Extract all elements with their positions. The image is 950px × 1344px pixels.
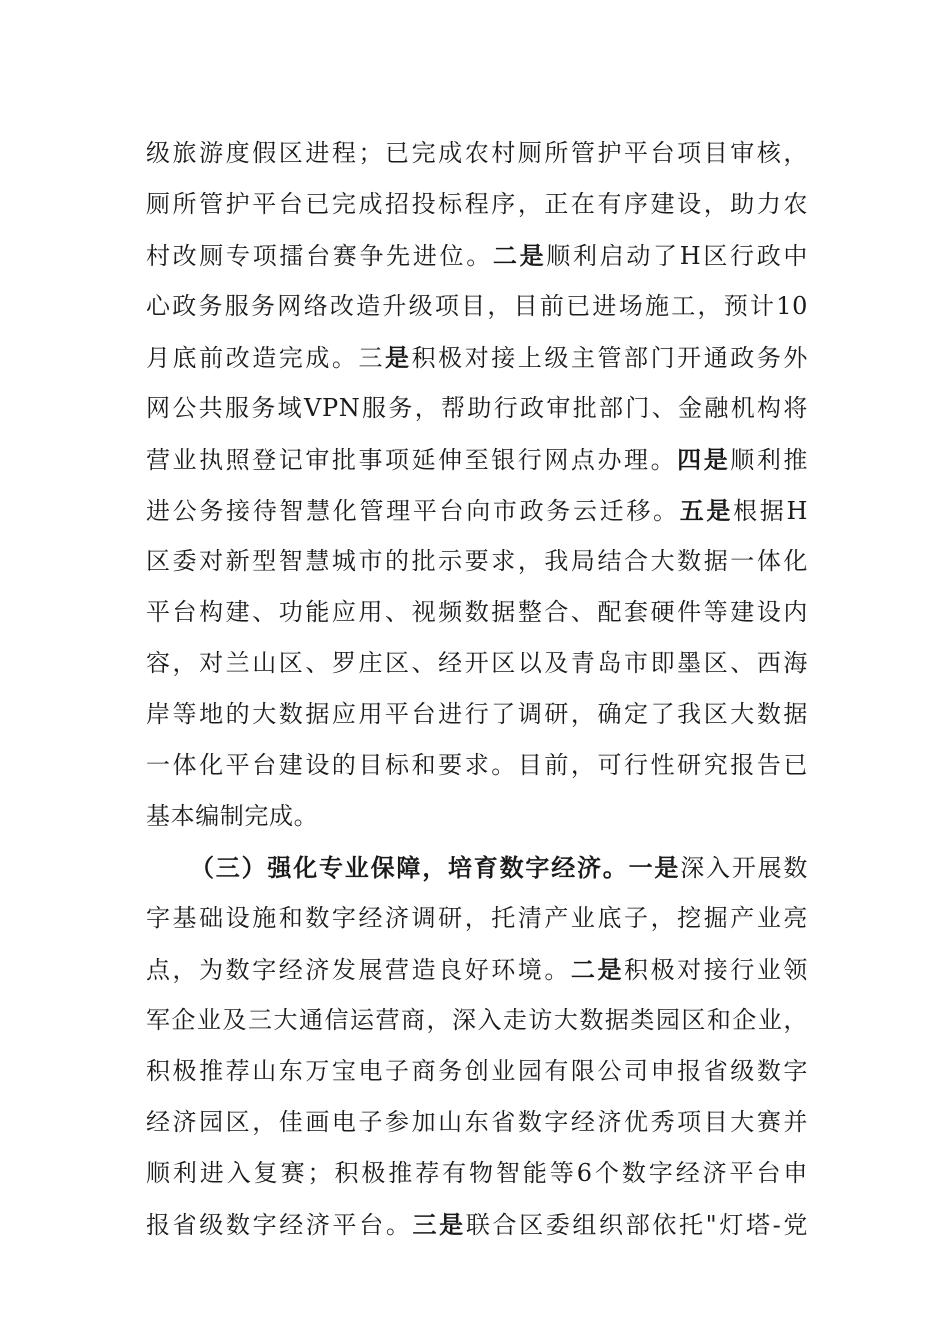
text-line xyxy=(146,1097,808,1148)
text-segment: 岸等地的大数据应用平台进行了调研，确定了我区大数据 xyxy=(146,700,808,728)
text-line xyxy=(146,893,808,944)
document-page xyxy=(146,128,808,1250)
text-segment: 积极对接行业领 xyxy=(624,956,808,984)
text-line xyxy=(146,383,808,434)
text-segment: 字基础设施和数字经济调研，托清产业底子，挖掘产业亮 xyxy=(146,904,808,932)
bold-text-segment: 二是 xyxy=(570,955,625,984)
text-line xyxy=(146,128,808,179)
text-segment: 村改厕专项擂台赛争先进位。 xyxy=(146,242,493,270)
text-line xyxy=(146,791,808,842)
text-line xyxy=(146,944,808,995)
text-line xyxy=(146,587,808,638)
text-line xyxy=(146,1148,808,1199)
text-line xyxy=(146,842,808,893)
bold-text-segment: 是 xyxy=(385,343,412,372)
text-segment: 经济园区，佳画电子参加山东省数字经济优秀项目大赛并 xyxy=(146,1108,808,1136)
text-segment: 平台构建、功能应用、视频数据整合、配套硬件等建设内 xyxy=(146,598,808,626)
bold-text-segment: 三是 xyxy=(412,1210,466,1239)
text-segment: 月底前改造完成。三 xyxy=(146,344,386,372)
text-line xyxy=(146,536,808,587)
text-line xyxy=(146,281,808,332)
bold-text-segment: 二是 xyxy=(492,241,547,270)
text-segment: 顺利启动了H区行政中 xyxy=(546,242,808,270)
text-segment: 一体化平台建设的目标和要求。目前，可行性研究报告已 xyxy=(146,751,808,779)
text-segment: 深入开展数 xyxy=(680,854,809,882)
text-line xyxy=(146,485,808,536)
text-line xyxy=(146,638,808,689)
text-line xyxy=(146,332,808,383)
text-segment: 基本编制完成。 xyxy=(146,802,319,830)
text-line xyxy=(146,995,808,1046)
text-segment: 级旅游度假区进程；已完成农村厕所管护平台项目审核， xyxy=(146,139,808,167)
text-line xyxy=(146,1046,808,1097)
text-segment: 区委对新型智慧城市的批示要求，我局结合大数据一体化 xyxy=(146,547,808,575)
text-segment: 顺利推 xyxy=(730,446,808,474)
text-segment: 联合区委组织部依托"灯塔-党 xyxy=(465,1211,809,1239)
text-line xyxy=(146,689,808,740)
text-segment: 网公共服务域VPN服务，帮助行政审批部门、金融机构将 xyxy=(146,394,808,422)
text-segment: 厕所管护平台已完成招投标程序，正在有序建设，助力农 xyxy=(146,190,808,218)
text-segment: 积极推荐山东万宝电子商务创业园有限公司申报省级数字 xyxy=(146,1057,808,1085)
text-segment: 顺利进入复赛；积极推荐有物智能等6个数字经济平台申 xyxy=(146,1159,808,1187)
text-segment: 心政务服务网络改造升级项目，目前已进场施工，预计10 xyxy=(146,292,808,320)
text-line xyxy=(146,230,808,281)
text-line xyxy=(146,740,808,791)
bold-text-segment: 一是 xyxy=(628,853,681,882)
text-segment: 进公务接待智慧化管理平台向市政务云迁移。 xyxy=(146,497,680,525)
text-segment: 报省级数字经济平台。 xyxy=(146,1211,413,1239)
bold-text-segment: 五是 xyxy=(679,496,734,525)
text-segment: 军企业及三大通信运营商，深入走访大数据类园区和企业， xyxy=(146,1006,808,1034)
bold-text-segment: （三）强化专业保障，培育数字经济。 xyxy=(190,853,629,882)
text-segment: 积极对接上级主管部门开通政务外 xyxy=(411,344,809,372)
bold-text-segment: 四是 xyxy=(677,445,731,474)
text-segment: 容，对兰山区、罗庄区、经开区以及青岛市即墨区、西海 xyxy=(146,649,808,677)
text-segment: 点，为数字经济发展营造良好环境。 xyxy=(146,956,571,984)
text-segment: 根据H xyxy=(733,497,808,525)
text-line xyxy=(146,179,808,230)
text-line xyxy=(146,1199,808,1250)
text-segment: 营业执照登记审批事项延伸至银行网点办理。 xyxy=(146,446,678,474)
text-line xyxy=(146,434,808,485)
